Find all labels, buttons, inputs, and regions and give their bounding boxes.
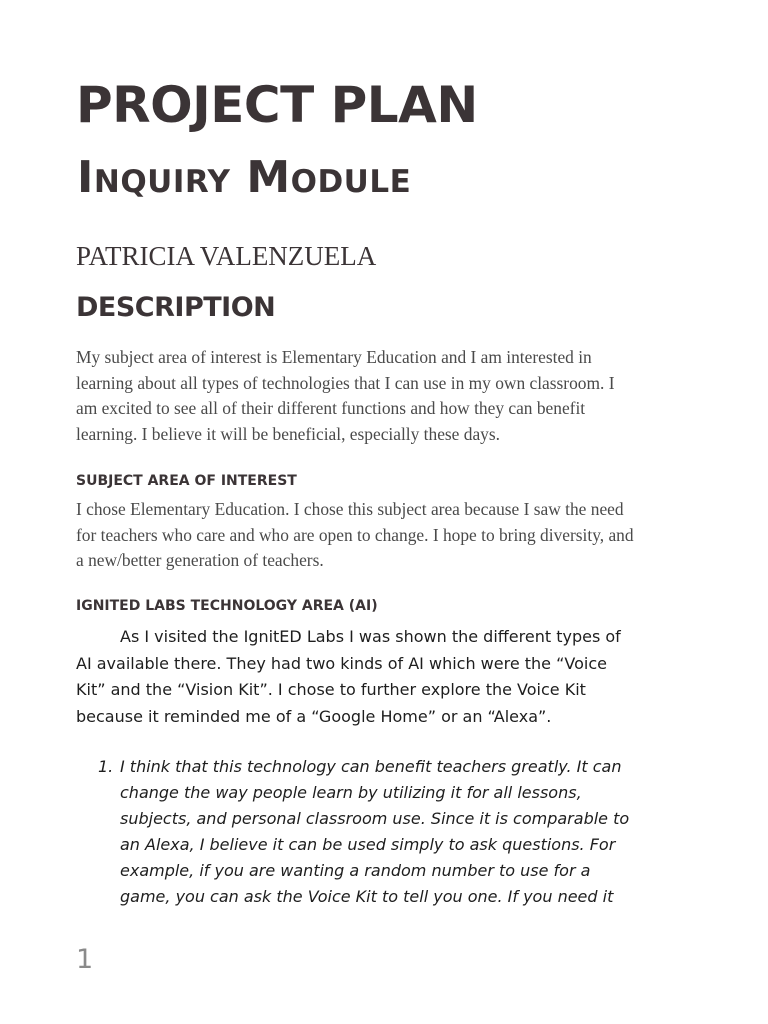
- list-item-text: I think that this technology can benefit teachers greatly. It can change the way people learn by utilizing it for all lessons, subjects, and personal classroom use. Since it is comparable to an Alexa, I believe it can be used simply to ask questions. For example, if you are wanting a random number to use for a game, you can ask the Voice Kit to tell you one. If you need it: [120, 757, 630, 906]
- description-body: My subject area of interest is Elementary Education and I am interested in learning about all types of technologies that I can use in my own classroom. I am excited to see all of their different functions and how they can benefit learning. I believe it will be beneficial, especially these days.: [76, 347, 615, 444]
- subject-area-heading: SUBJECT AREA OF INTEREST: [76, 473, 297, 489]
- subject-area-body: I chose Elementary Education. I chose this subject area because I saw the need for teachers who care and who are open to change. I hope to bring diversity, and a new/better generation of teachers.: [76, 499, 634, 570]
- description-heading: DESCRIPTION: [76, 292, 276, 323]
- ignited-labs-body: [76, 624, 636, 730]
- document-subtitle: Inquiry Module: [77, 152, 412, 203]
- page-number: 1: [76, 944, 94, 975]
- list-item-number: 1.: [98, 757, 114, 776]
- author-name: PATRICIA VALENZUELA: [76, 241, 377, 271]
- ignited-labs-heading: IGNITED LABS TECHNOLOGY AREA (AI): [76, 598, 378, 614]
- document-title: PROJECT PLAN: [76, 76, 478, 134]
- benefits-list: [76, 754, 636, 910]
- list-item: [76, 754, 636, 910]
- ignited-labs-body-text: As I visited the IgnitED Labs I was shown the different types of AI available there. They had two kinds of AI which were the “Voice Kit” and the “Vision Kit”. I chose to further explore the Voice Kit because it reminded me of a “Google Home” or an “Alexa”.: [76, 627, 621, 726]
